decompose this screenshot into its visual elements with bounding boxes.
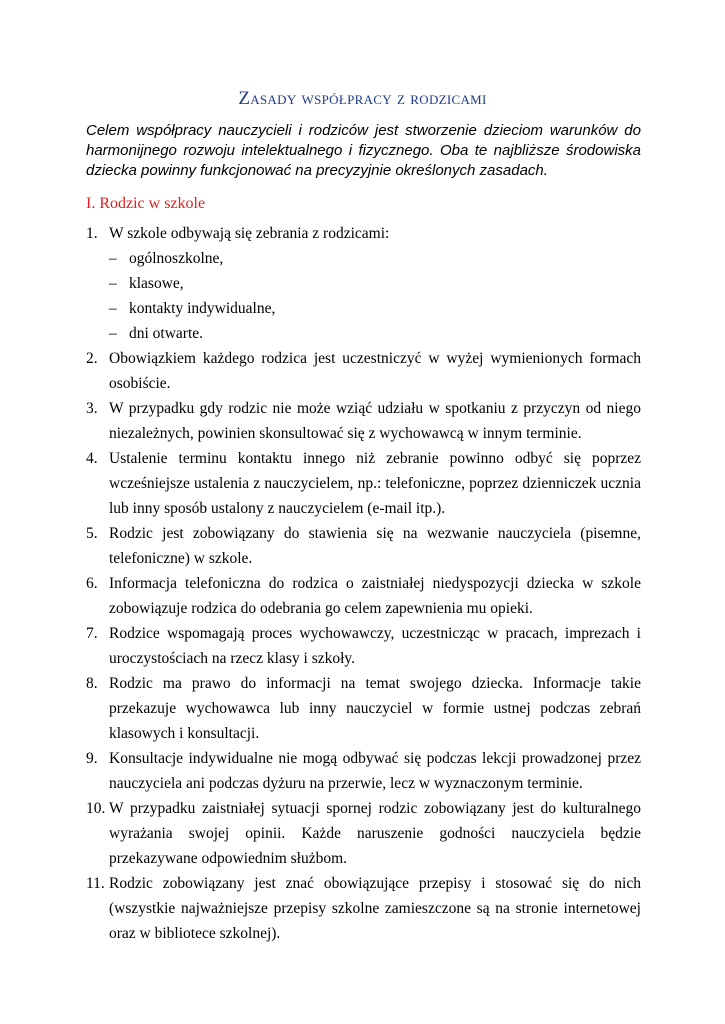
item-number: 2.	[86, 350, 98, 367]
sub-item-text: kontakty indywidualne,	[129, 300, 276, 317]
list-item	[86, 346, 641, 396]
item-text: Rodzic ma prawo do informacji na temat swojego dziecka. Informacje takie przekazuje wychowawca lub inny nauczyciel w formie ustnej podczas zebrań klasowych i konsultacji.	[109, 675, 641, 742]
list-item	[86, 621, 641, 671]
item-text: Ustalenie terminu kontaktu innego niż zebranie powinno odbyć się poprzez wcześniejsze ustalenia z nauczycielem, np.: telefoniczne, poprzez dzienniczek ucznia lub inny sposób ustalony z nauczycielem (e-mail itp.).	[109, 450, 641, 517]
sub-list-item	[86, 296, 641, 321]
list-item	[86, 521, 641, 571]
item-number: 5.	[86, 525, 98, 542]
item-number: 4.	[86, 450, 98, 467]
sub-item-text: klasowe,	[129, 275, 184, 292]
item-text: W przypadku gdy rodzic nie może wziąć udziału w spotkaniu z przyczyn od niego niezależnych, powinien skonsultować się z wychowawcą w innym terminie.	[109, 400, 641, 442]
item-number: 3.	[86, 400, 98, 417]
list-item	[86, 871, 641, 946]
list-item	[86, 446, 641, 521]
item-text: Rodzice wspomagają proces wychowawczy, uczestnicząc w pracach, imprezach i uroczystościach na rzecz klasy i szkoły.	[109, 625, 641, 667]
meeting-types-list	[86, 246, 641, 346]
sub-list-item	[86, 271, 641, 296]
dash-bullet: –	[109, 250, 117, 267]
item-text: Rodzic jest zobowiązany do stawienia się na wezwanie nauczyciela (pisemne, telefoniczne) w szkole.	[109, 525, 641, 567]
dash-bullet: –	[109, 300, 117, 317]
item-number: 9.	[86, 750, 98, 767]
sub-item-text: dni otwarte.	[129, 325, 204, 342]
item-text: Informacja telefoniczna do rodzica o zaistniałej niedyspozycji dziecka w szkole zobowiązuje rodzica do odebrania go celem zapewnienia mu opieki.	[109, 575, 641, 617]
list-item	[86, 671, 641, 746]
sub-list-item	[86, 246, 641, 271]
list-item	[86, 571, 641, 621]
item-number: 8.	[86, 675, 98, 692]
section-heading: I. Rodzic w szkole	[86, 195, 206, 212]
list-item	[86, 221, 641, 246]
item-text: W przypadku zaistniałej sytuacji spornej rodzic zobowiązany jest do kulturalnego wyrażania swojej opinii. Każde naruszenie godności nauczyciela będzie przekazywane odpowiednim służbom.	[109, 800, 641, 867]
sub-list-item	[86, 321, 641, 346]
item-text: Konsultacje indywidualne nie mogą odbywać się podczas lekcji prowadzonej przez nauczyciela ani podczas dyżuru na przerwie, lecz w wyznaczonym terminie.	[109, 750, 641, 792]
document-title: Zasady współpracy z rodzicami	[238, 88, 487, 109]
rules-list	[86, 221, 641, 946]
item-number: 10.	[86, 800, 106, 817]
list-item	[86, 746, 641, 796]
item-text: Obowiązkiem każdego rodzica jest uczestniczyć w wyżej wymienionych formach osobiście.	[109, 350, 641, 392]
intro-paragraph: Celem współpracy nauczycieli i rodziców jest stworzenie dzieciom warunków do harmonijnego rozwoju intelektualnego i fizycznego. Oba te najbliższe środowiska dziecka powinny funkcjonować na precyzyjnie określonych zasadach.	[86, 122, 641, 179]
dash-bullet: –	[109, 325, 117, 342]
list-item	[86, 396, 641, 446]
item-number: 6.	[86, 575, 98, 592]
item-number: 1.	[86, 225, 98, 242]
sub-item-text: ogólnoszkolne,	[129, 250, 224, 267]
item-number: 7.	[86, 625, 98, 642]
dash-bullet: –	[109, 275, 117, 292]
item-text: Rodzic zobowiązany jest znać obowiązujące przepisy i stosować się do nich (wszystkie najważniejsze przepisy szkolne zamieszczone są na stronie internetowej oraz w bibliotece szkolnej).	[109, 875, 641, 942]
item-text: W szkole odbywają się zebrania z rodzicami:	[109, 225, 390, 242]
list-item	[86, 796, 641, 871]
item-number: 11.	[86, 875, 105, 892]
